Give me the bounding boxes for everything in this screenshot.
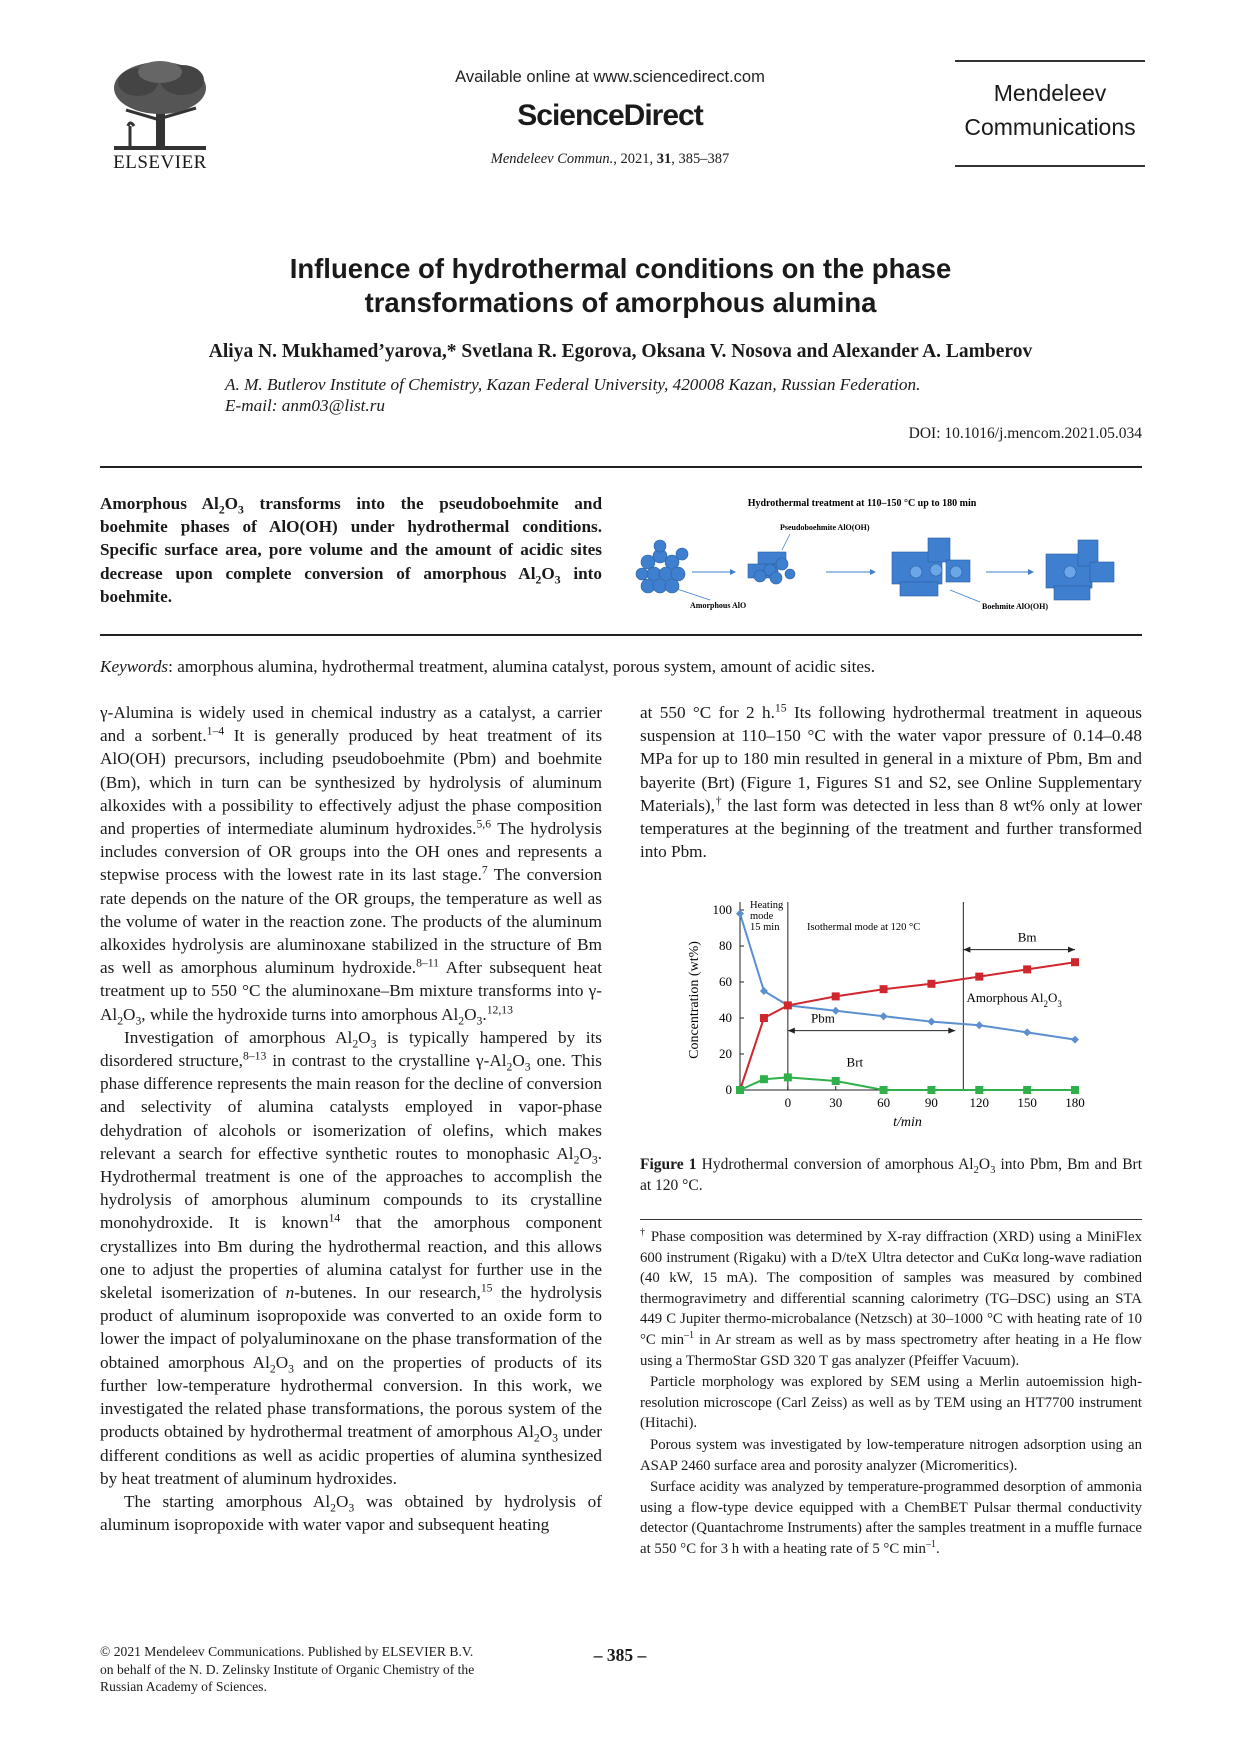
x-tick-label: 120 — [969, 1095, 990, 1110]
data-point — [832, 992, 840, 1000]
copyright-line3: Russian Academy of Sciences. — [100, 1679, 267, 1694]
ga-amorphous-particles — [636, 540, 688, 593]
available-online-text: Available online at www.sciencedirect.com — [455, 68, 765, 86]
ga-label-bm: Boehmite AlO(OH) — [982, 602, 1048, 611]
y-tick-label: 100 — [712, 902, 732, 917]
article-title-line2: transformations of amorphous alumina — [364, 287, 877, 318]
journal-box-top-rule — [955, 60, 1145, 62]
bm-range-arrow — [963, 947, 1075, 953]
page-number: – 385 – — [593, 1645, 647, 1665]
series-line — [740, 962, 1075, 1090]
ga-boehmite — [1046, 540, 1114, 600]
arrow-head-left — [963, 947, 970, 953]
data-point — [880, 985, 888, 993]
annotation-15min: 15 min — [750, 922, 780, 933]
footnote-morphology: Particle morphology was explored by SEM using a Merlin autoemission high-resolution microscope (Carl Zeiss) as well as by TEM using an HT7700 instrument (Hitachi). — [640, 1374, 1142, 1432]
data-point — [760, 1075, 768, 1083]
arrow-head-right — [948, 1028, 955, 1034]
ga-pbm-cluster — [748, 552, 795, 584]
data-point — [1071, 1036, 1079, 1044]
data-point — [880, 1086, 888, 1094]
annotation-amorphous: Amorphous $Al_2O_3$ — [966, 989, 1062, 1009]
data-point — [736, 910, 744, 918]
data-point — [736, 1086, 744, 1094]
data-point — [832, 1077, 840, 1085]
keywords-list: : amorphous alumina, hydrothermal treatment, alumina catalyst, porous system, amount of acidic sites. — [168, 657, 876, 676]
annotation-brt: Brt — [846, 1054, 864, 1070]
data-point — [1071, 1086, 1079, 1094]
annotation-mode: mode — [750, 911, 774, 922]
y-tick-label: 60 — [719, 974, 732, 989]
annotation-isothermal: Isothermal mode at 120 °C — [807, 922, 921, 933]
annotation-bm: Bm — [1017, 929, 1037, 945]
data-point — [784, 1001, 792, 1009]
author-list: Aliya N. Mukhamed’yarova,* Svetlana R. Egorova, Oksana V. Nosova and Alexander A. Lamberov — [208, 341, 1033, 362]
elsevier-wordmark: ELSEVIER — [113, 152, 207, 173]
figure-1-chart — [680, 890, 1100, 1140]
ga-title: Hydrothermal treatment at 110–150 °C up to 180 min — [747, 498, 977, 509]
data-point — [1071, 958, 1079, 966]
y-axis-label: Concentration (wt%) — [687, 941, 702, 1059]
citation: Mendeleev Commun., 2021, 31, 385–387 — [490, 151, 730, 167]
graphical-abstract-summary: Amorphous $Al_2O_3$ transforms into the pseudoboehmite and boehmite phases of AlO(OH) under hydrothermal conditions. Specific surface area, pore volume and the amount of acidic sites decrease upon complete conversion of amorphous $Al_2O_3$ into boehmite. — [100, 494, 603, 606]
data-point — [1023, 1086, 1031, 1094]
y-tick-label: 40 — [719, 1010, 732, 1025]
x-tick-label: 150 — [1017, 1095, 1037, 1110]
copyright — [100, 1643, 560, 1696]
x-tick-label: 30 — [829, 1095, 843, 1110]
data-point — [975, 1021, 983, 1029]
ga-label-amorphous: Amorphous AlO — [690, 601, 747, 610]
data-point — [1023, 965, 1031, 973]
copyright-line1: © 2021 Mendeleev Communications. Published by ELSEVIER B.V. — [100, 1644, 474, 1659]
ga-mixed-phase — [892, 538, 970, 596]
affiliation: A. M. Butlerov Institute of Chemistry, Kazan Federal University, 420008 Kazan, Russian Federation. — [225, 375, 921, 394]
annotation-heating: Heating — [750, 900, 784, 911]
left-column — [100, 701, 602, 1536]
paragraph-hydrothermal: at 550 °C for 2 h.$^{15}$ Its following hydrothermal treatment in aqueous suspension at 110–150 °C with the water vapor pressure of 0.14–0.48 MPa for up to 180 min resulted in general in a mixture of Pbm, Bm and bayerite (Brt) (Figure 1, Figures S1 and S2, see Online Supplementary Materials),† the last form was detected in less than 8 wt% only at lower temperatures at the beginning of the treatment and further transformed into Pbm. — [640, 701, 1142, 862]
footnote-acidity: Surface acidity was analyzed by temperature-programmed desorption of ammonia using a flow-type device equipped with a ChemBET Pulsar thermal conductivity detector (Quantachrome Instruments) after the samples treatment in a muffle furnace at 550 °C for 3 h with a heating rate of 5 °C $\min^{-1}$. — [640, 1479, 1142, 1557]
footnote — [640, 1227, 1142, 1560]
x-axis-label: t/min — [893, 1115, 922, 1130]
author-email: E-mail: anm03@list.ru — [225, 396, 385, 415]
journal-box-bottom-rule — [955, 165, 1145, 167]
elsevier-tree-logo — [108, 60, 212, 154]
abstract-top-rule — [100, 466, 1142, 468]
chart-annotations — [750, 900, 1075, 1070]
data-point — [927, 1086, 935, 1094]
arrow-head-left — [788, 1028, 795, 1034]
copyright-line2: on behalf of the N. D. Zelinsky Institute of Organic Chemistry of the — [100, 1661, 475, 1677]
footnote-xrd: † Phase composition was determined by X-ray diffraction (XRD) using a MiniFlex 600 instrument (Rigaku) with a D/teX Ultra detector and CuKα long-wave radiation (40 kW, 15 mA). The composition of samples was measured by combined thermogravimetry and differential scanning calorimetry (TG–DSC) using an STA 449 C Jupiter thermo-microbalance (Netzsch) at 30–1000 °C with heating rate of 10 °C $\min^{-1}$ in Ar stream as well as by mass spectrometry after heating in a He flow using a ThermoStar GSD 320 T gas analyzer (Pfeiffer Vacuum). — [640, 1227, 1142, 1369]
right-column-text — [640, 701, 1142, 863]
abstract-bottom-rule — [100, 634, 1142, 636]
arrow-head-right — [1068, 947, 1075, 953]
data-point — [760, 1014, 768, 1022]
figure-1-caption: Figure 1 Hydrothermal conversion of amorphous $Al_2O_3$ into Pbm, Bm and Brt at 120 °C. — [640, 1156, 1143, 1194]
data-point — [927, 1018, 935, 1026]
sciencedirect-logo: ScienceDirect — [517, 99, 703, 132]
footnote-rule — [640, 1219, 1142, 1220]
article-title-line1: Influence of hydrothermal conditions on the phase — [289, 253, 952, 284]
journal-name-line2: Communications — [964, 114, 1136, 140]
y-tick-label: 80 — [719, 938, 732, 953]
y-tick-label: 0 — [725, 1082, 732, 1097]
data-point — [975, 973, 983, 981]
paragraph-starting-material: The starting amorphous $Al_2O_3$ was obtained by hydrolysis of aluminum isopropoxide with water vapor and subsequent heating — [100, 1491, 602, 1535]
doi: DOI: 10.1016/j.mencom.2021.05.034 — [908, 425, 1142, 442]
paragraph-intro: γ-Alumina is widely used in chemical industry as a catalyst, a carrier and a sorbent.$^{1-4}$ It is generally produced by heat treatment of its AlO(OH) precursors, including pseudoboehmite (Pbm) and boehmite (Bm), which in turn can be synthesized by hydrolysis of aluminum alkoxides with a possibility to effectively adjust the phase composition and properties of intermediate aluminum hydroxides.$^{5,6}$ The hydrolysis includes conversion of OR groups into the OH ones and represents a stepwise process with the lowest rate in its last stage.$^7$ The conversion rate depends on the nature of the OR groups, the temperature as well as the volume of water in the reaction zone. The products of the aluminum alkoxides hydrolysis are aluminoxane stabilized in the structure of Bm as well as amorphous aluminum hydroxide.$^{8-11}$ After subsequent heat treatment up to 550 °C the aluminoxane–Bm mixture transforms into $\gamma-Al_2O_3$, while the hydroxide turns into amorphous $Al_2O_3.^{12,13}$ — [100, 703, 603, 1028]
keywords — [100, 657, 1142, 677]
x-tick-label: 0 — [784, 1095, 792, 1110]
paragraph-investigation: Investigation of amorphous $Al_2O_3$ is typically hampered by its disordered structure,$^{8-13}$ in contrast to the crystalline $\gamma-Al_2O_3$ one. This phase difference represents the main reason for the decline of conversion and selectivity of alumina catalysts employed in vapor-phase dehydration of alcohols or isomerization of olefins, which makes relevant a search for effective synthetic routes to monophasic $Al_2O_3$. Hydrothermal treatment is one of the approaches to accomplish the hydrolysis of amorphous aluminum compounds to its crystalline monohydroxide. It is known$^{14}$ that the amorphous component crystallizes into Bm during the hydrothermal reaction, and this allows one to adjust the properties of alumina catalyst for further use in the skeletal isomerization of n-butenes. In our research,$^{15}$ the hydrolysis product of aluminum isopropoxide was converted to an oxide form to lower the impact of polyaluminoxane on the phase transformation of the obtained amorphous $Al_2O_3$ and on the properties of products of its further low-temperature hydrothermal conversion. In this work, we investigated the related phase transformations, the porous system of the products obtained by hydrothermal treatment of amorphous $Al_2O_3$ under different conditions as well as acidic properties of alumina synthesized by heat treatment of aluminum hydroxides. — [100, 1027, 602, 1488]
pbm-range-arrow — [788, 1028, 956, 1034]
data-point — [784, 1073, 792, 1081]
x-tick-label: 180 — [1065, 1095, 1085, 1110]
keywords-label: Keywords — [100, 657, 169, 676]
graphical-abstract-image — [630, 490, 1140, 616]
ga-label-pbm: Pseudoboehmite AlO(OH) — [780, 523, 870, 532]
x-tick-label: 60 — [877, 1095, 891, 1110]
x-tick-label: 90 — [924, 1095, 938, 1110]
data-point — [927, 980, 935, 988]
y-tick-label: 20 — [719, 1046, 732, 1061]
data-point — [880, 1012, 888, 1020]
annotation-pbm: Pbm — [811, 1010, 835, 1026]
data-point — [975, 1086, 983, 1094]
journal-name-line1: Mendeleev — [993, 80, 1107, 106]
data-point — [1023, 1028, 1031, 1036]
footnote-porous: Porous system was investigated by low-temperature nitrogen adsorption using an ASAP 2460 surface area and porosity analyzer (Micromeritics). — [640, 1436, 1142, 1474]
